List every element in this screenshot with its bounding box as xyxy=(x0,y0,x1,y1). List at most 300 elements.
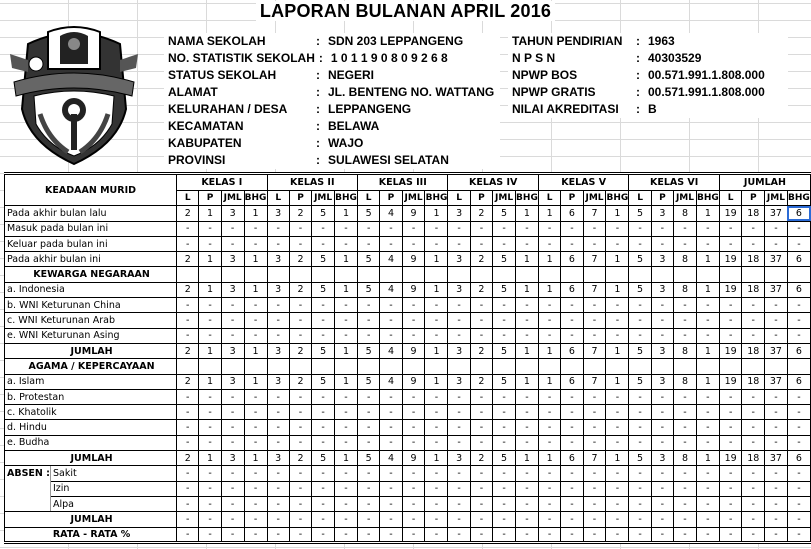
cell[interactable]: 8 xyxy=(674,206,697,221)
cell[interactable]: - xyxy=(358,389,380,404)
cell[interactable]: - xyxy=(289,527,311,542)
cell[interactable]: - xyxy=(583,496,606,511)
cell[interactable]: - xyxy=(493,298,516,313)
cell[interactable]: - xyxy=(221,435,244,450)
cell[interactable]: - xyxy=(493,466,516,481)
cell[interactable]: - xyxy=(402,313,425,328)
cell[interactable]: 2 xyxy=(470,343,492,358)
cell[interactable]: - xyxy=(470,389,492,404)
cell[interactable]: - xyxy=(312,527,335,542)
cell[interactable] xyxy=(606,359,629,374)
cell[interactable]: - xyxy=(561,496,583,511)
cell[interactable]: 1 xyxy=(425,343,448,358)
cell[interactable]: 1 xyxy=(538,282,560,297)
cell[interactable]: 5 xyxy=(493,374,516,389)
cell[interactable]: - xyxy=(380,496,402,511)
cell[interactable]: - xyxy=(312,236,335,251)
cell[interactable]: - xyxy=(787,527,810,542)
cell[interactable]: - xyxy=(358,313,380,328)
cell[interactable]: 2 xyxy=(177,282,199,297)
cell[interactable] xyxy=(402,359,425,374)
cell[interactable]: 6 xyxy=(787,343,810,358)
cell[interactable]: 6 xyxy=(561,206,583,221)
cell[interactable] xyxy=(358,359,380,374)
cell[interactable]: 19 xyxy=(719,282,742,297)
cell[interactable]: - xyxy=(787,389,810,404)
cell[interactable]: 6 xyxy=(561,343,583,358)
cell[interactable]: - xyxy=(312,496,335,511)
cell[interactable]: 1 xyxy=(199,451,221,466)
cell[interactable] xyxy=(177,267,199,282)
cell[interactable]: - xyxy=(199,298,221,313)
cell[interactable] xyxy=(335,267,358,282)
cell[interactable]: - xyxy=(696,221,719,236)
cell[interactable]: - xyxy=(380,221,402,236)
cell[interactable]: 1 xyxy=(606,206,629,221)
cell[interactable]: - xyxy=(765,435,788,450)
cell[interactable]: - xyxy=(787,420,810,435)
cell[interactable]: - xyxy=(402,298,425,313)
cell[interactable]: - xyxy=(583,512,606,527)
cell[interactable]: 1 xyxy=(335,451,358,466)
cell[interactable]: - xyxy=(674,389,697,404)
cell[interactable]: - xyxy=(425,236,448,251)
cell[interactable]: - xyxy=(583,313,606,328)
cell[interactable]: - xyxy=(199,221,221,236)
cell[interactable]: 3 xyxy=(651,252,673,267)
cell[interactable]: 18 xyxy=(742,451,765,466)
cell[interactable]: - xyxy=(583,435,606,450)
cell[interactable]: 5 xyxy=(358,252,380,267)
cell[interactable]: - xyxy=(335,466,358,481)
cell[interactable]: - xyxy=(221,420,244,435)
cell[interactable] xyxy=(719,359,742,374)
cell[interactable]: - xyxy=(244,328,267,343)
cell[interactable]: - xyxy=(674,313,697,328)
cell[interactable]: - xyxy=(244,236,267,251)
cell[interactable]: - xyxy=(583,298,606,313)
cell[interactable]: - xyxy=(787,435,810,450)
cell[interactable]: - xyxy=(221,481,244,496)
cell[interactable]: - xyxy=(244,466,267,481)
cell[interactable]: - xyxy=(312,328,335,343)
cell[interactable]: - xyxy=(606,389,629,404)
cell[interactable]: - xyxy=(719,435,742,450)
cell[interactable]: - xyxy=(402,389,425,404)
cell[interactable]: - xyxy=(787,481,810,496)
cell[interactable]: - xyxy=(470,405,492,420)
cell[interactable]: 3 xyxy=(448,282,470,297)
cell[interactable]: - xyxy=(289,420,311,435)
cell[interactable]: 3 xyxy=(651,206,673,221)
cell[interactable]: 3 xyxy=(448,374,470,389)
cell[interactable]: - xyxy=(244,420,267,435)
cell[interactable]: 7 xyxy=(583,451,606,466)
cell[interactable]: - xyxy=(221,298,244,313)
cell[interactable]: - xyxy=(515,221,538,236)
cell[interactable]: - xyxy=(493,328,516,343)
cell[interactable]: - xyxy=(493,420,516,435)
cell[interactable]: - xyxy=(267,328,289,343)
cell[interactable]: - xyxy=(651,221,673,236)
cell[interactable]: - xyxy=(448,298,470,313)
cell[interactable]: 3 xyxy=(651,451,673,466)
cell[interactable]: - xyxy=(696,496,719,511)
cell[interactable]: 1 xyxy=(199,252,221,267)
cell[interactable]: - xyxy=(425,328,448,343)
cell[interactable] xyxy=(289,267,311,282)
cell[interactable]: - xyxy=(470,481,492,496)
cell[interactable]: - xyxy=(493,405,516,420)
cell[interactable]: - xyxy=(538,481,560,496)
cell[interactable]: - xyxy=(651,298,673,313)
cell[interactable]: 37 xyxy=(765,374,788,389)
cell[interactable]: - xyxy=(606,298,629,313)
cell[interactable]: - xyxy=(267,496,289,511)
cell[interactable]: - xyxy=(358,481,380,496)
cell[interactable]: 1 xyxy=(515,343,538,358)
cell[interactable]: - xyxy=(267,405,289,420)
cell[interactable]: - xyxy=(606,405,629,420)
cell[interactable]: 18 xyxy=(742,206,765,221)
cell[interactable]: - xyxy=(177,405,199,420)
cell[interactable]: 1 xyxy=(696,451,719,466)
cell[interactable]: - xyxy=(742,481,765,496)
cell[interactable] xyxy=(765,359,788,374)
cell[interactable]: - xyxy=(674,298,697,313)
cell[interactable]: - xyxy=(425,313,448,328)
cell[interactable]: - xyxy=(358,512,380,527)
cell[interactable]: - xyxy=(312,313,335,328)
cell[interactable]: - xyxy=(448,481,470,496)
cell[interactable]: - xyxy=(358,405,380,420)
cell[interactable]: - xyxy=(221,236,244,251)
cell[interactable]: 5 xyxy=(312,374,335,389)
cell[interactable]: - xyxy=(538,298,560,313)
cell[interactable]: - xyxy=(335,405,358,420)
cell[interactable]: 5 xyxy=(493,206,516,221)
cell[interactable]: - xyxy=(787,221,810,236)
cell[interactable]: - xyxy=(515,236,538,251)
cell[interactable]: - xyxy=(742,496,765,511)
cell[interactable]: 6 xyxy=(787,206,810,221)
cell[interactable]: - xyxy=(515,466,538,481)
cell[interactable]: - xyxy=(765,496,788,511)
cell[interactable]: - xyxy=(674,328,697,343)
cell[interactable] xyxy=(177,359,199,374)
cell[interactable]: - xyxy=(358,328,380,343)
cell[interactable]: - xyxy=(538,466,560,481)
cell[interactable] xyxy=(696,267,719,282)
cell[interactable]: 3 xyxy=(221,252,244,267)
cell[interactable]: - xyxy=(470,236,492,251)
cell[interactable]: - xyxy=(719,527,742,542)
cell[interactable]: - xyxy=(380,328,402,343)
cell[interactable]: - xyxy=(221,313,244,328)
cell[interactable]: - xyxy=(199,389,221,404)
cell[interactable] xyxy=(289,359,311,374)
cell[interactable]: - xyxy=(312,389,335,404)
cell[interactable]: - xyxy=(244,313,267,328)
cell[interactable]: - xyxy=(651,405,673,420)
cell[interactable]: - xyxy=(177,328,199,343)
cell[interactable]: - xyxy=(515,527,538,542)
cell[interactable]: - xyxy=(696,236,719,251)
cell[interactable]: - xyxy=(244,389,267,404)
cell[interactable]: 2 xyxy=(177,374,199,389)
cell[interactable]: - xyxy=(719,389,742,404)
cell[interactable] xyxy=(515,359,538,374)
cell[interactable]: 2 xyxy=(289,343,311,358)
cell[interactable]: - xyxy=(765,420,788,435)
cell[interactable]: - xyxy=(312,420,335,435)
cell[interactable]: 1 xyxy=(335,374,358,389)
cell[interactable]: 4 xyxy=(380,252,402,267)
cell[interactable]: - xyxy=(561,527,583,542)
cell[interactable]: 5 xyxy=(358,206,380,221)
cell[interactable]: - xyxy=(199,313,221,328)
cell[interactable]: 6 xyxy=(787,282,810,297)
cell[interactable]: 9 xyxy=(402,343,425,358)
cell[interactable]: - xyxy=(335,496,358,511)
cell[interactable] xyxy=(583,267,606,282)
cell[interactable]: - xyxy=(244,435,267,450)
cell[interactable]: - xyxy=(425,496,448,511)
cell[interactable] xyxy=(335,359,358,374)
cell[interactable]: - xyxy=(244,527,267,542)
cell[interactable]: - xyxy=(425,298,448,313)
cell[interactable]: 3 xyxy=(267,206,289,221)
cell[interactable]: - xyxy=(199,420,221,435)
cell[interactable]: - xyxy=(719,221,742,236)
cell[interactable] xyxy=(561,359,583,374)
cell[interactable]: - xyxy=(221,466,244,481)
cell[interactable]: - xyxy=(561,389,583,404)
cell[interactable]: 1 xyxy=(696,206,719,221)
cell[interactable]: - xyxy=(742,527,765,542)
cell[interactable]: 1 xyxy=(515,451,538,466)
cell[interactable]: - xyxy=(515,435,538,450)
cell[interactable]: - xyxy=(335,221,358,236)
cell[interactable]: 6 xyxy=(561,451,583,466)
cell[interactable]: - xyxy=(312,221,335,236)
cell[interactable]: 7 xyxy=(583,206,606,221)
cell[interactable]: - xyxy=(177,466,199,481)
cell[interactable]: - xyxy=(267,512,289,527)
cell[interactable]: - xyxy=(742,298,765,313)
cell[interactable]: - xyxy=(380,527,402,542)
cell[interactable]: - xyxy=(538,405,560,420)
cell[interactable]: - xyxy=(402,512,425,527)
cell[interactable]: 3 xyxy=(651,343,673,358)
cell[interactable]: - xyxy=(719,313,742,328)
cell[interactable]: 1 xyxy=(199,374,221,389)
cell[interactable]: 37 xyxy=(765,252,788,267)
cell[interactable]: - xyxy=(380,313,402,328)
cell[interactable]: - xyxy=(765,313,788,328)
cell[interactable]: - xyxy=(448,466,470,481)
cell[interactable]: 1 xyxy=(244,374,267,389)
cell[interactable] xyxy=(696,359,719,374)
cell[interactable] xyxy=(493,359,516,374)
cell[interactable]: 1 xyxy=(538,206,560,221)
cell[interactable]: - xyxy=(629,496,651,511)
cell[interactable]: - xyxy=(674,435,697,450)
cell[interactable]: - xyxy=(267,221,289,236)
cell[interactable]: - xyxy=(674,481,697,496)
cell[interactable]: - xyxy=(470,496,492,511)
cell[interactable]: - xyxy=(674,221,697,236)
cell[interactable]: - xyxy=(696,328,719,343)
cell[interactable]: - xyxy=(380,389,402,404)
cell[interactable]: 2 xyxy=(177,451,199,466)
cell[interactable]: - xyxy=(470,328,492,343)
cell[interactable]: - xyxy=(177,221,199,236)
cell[interactable] xyxy=(493,267,516,282)
cell[interactable]: - xyxy=(606,527,629,542)
cell[interactable]: - xyxy=(470,512,492,527)
cell[interactable]: - xyxy=(696,527,719,542)
cell[interactable]: 3 xyxy=(221,282,244,297)
cell[interactable]: 2 xyxy=(289,252,311,267)
cell[interactable]: - xyxy=(629,435,651,450)
cell[interactable]: - xyxy=(267,527,289,542)
cell[interactable]: - xyxy=(606,221,629,236)
cell[interactable]: 1 xyxy=(606,282,629,297)
cell[interactable]: 7 xyxy=(583,374,606,389)
cell[interactable]: 7 xyxy=(583,282,606,297)
cell[interactable]: - xyxy=(515,328,538,343)
cell[interactable]: - xyxy=(696,389,719,404)
cell[interactable]: - xyxy=(448,435,470,450)
cell[interactable]: - xyxy=(787,466,810,481)
cell[interactable]: - xyxy=(583,405,606,420)
cell[interactable]: - xyxy=(606,236,629,251)
cell[interactable]: - xyxy=(358,298,380,313)
cell[interactable] xyxy=(448,359,470,374)
cell[interactable]: - xyxy=(199,405,221,420)
cell[interactable]: - xyxy=(448,512,470,527)
cell[interactable]: 1 xyxy=(244,282,267,297)
cell[interactable]: - xyxy=(629,298,651,313)
cell[interactable]: 1 xyxy=(335,282,358,297)
cell[interactable]: 1 xyxy=(696,282,719,297)
cell[interactable]: - xyxy=(651,328,673,343)
cell[interactable]: - xyxy=(651,527,673,542)
cell[interactable] xyxy=(629,267,651,282)
cell[interactable]: 1 xyxy=(515,206,538,221)
cell[interactable]: 1 xyxy=(696,374,719,389)
cell[interactable]: - xyxy=(696,298,719,313)
cell[interactable] xyxy=(380,359,402,374)
cell[interactable]: 37 xyxy=(765,343,788,358)
cell[interactable]: - xyxy=(538,527,560,542)
cell[interactable]: - xyxy=(335,236,358,251)
cell[interactable] xyxy=(561,267,583,282)
cell[interactable]: 5 xyxy=(493,252,516,267)
cell[interactable]: 8 xyxy=(674,252,697,267)
cell[interactable]: - xyxy=(719,496,742,511)
cell[interactable]: - xyxy=(787,313,810,328)
cell[interactable]: 19 xyxy=(719,343,742,358)
cell[interactable]: 5 xyxy=(312,343,335,358)
cell[interactable]: - xyxy=(267,298,289,313)
cell[interactable]: - xyxy=(312,435,335,450)
cell[interactable]: - xyxy=(335,527,358,542)
cell[interactable]: - xyxy=(583,221,606,236)
cell[interactable]: - xyxy=(629,389,651,404)
cell[interactable]: 6 xyxy=(561,252,583,267)
cell[interactable]: 37 xyxy=(765,451,788,466)
cell[interactable]: - xyxy=(651,389,673,404)
cell[interactable]: 5 xyxy=(312,282,335,297)
cell[interactable]: - xyxy=(177,236,199,251)
cell[interactable]: - xyxy=(177,527,199,542)
cell[interactable]: 5 xyxy=(629,343,651,358)
cell[interactable]: - xyxy=(221,389,244,404)
cell[interactable]: - xyxy=(742,420,765,435)
cell[interactable]: - xyxy=(696,405,719,420)
cell[interactable]: - xyxy=(199,328,221,343)
cell[interactable]: - xyxy=(561,236,583,251)
cell[interactable]: 5 xyxy=(358,343,380,358)
cell[interactable]: 3 xyxy=(267,282,289,297)
cell[interactable]: - xyxy=(742,389,765,404)
cell[interactable]: 4 xyxy=(380,343,402,358)
cell[interactable]: 8 xyxy=(674,451,697,466)
cell[interactable]: - xyxy=(538,512,560,527)
cell[interactable]: - xyxy=(538,420,560,435)
cell[interactable]: - xyxy=(358,221,380,236)
cell[interactable]: 1 xyxy=(696,252,719,267)
cell[interactable]: - xyxy=(221,496,244,511)
cell[interactable]: 2 xyxy=(470,252,492,267)
cell[interactable]: 1 xyxy=(606,343,629,358)
cell[interactable]: - xyxy=(267,313,289,328)
cell[interactable]: - xyxy=(651,466,673,481)
cell[interactable]: 1 xyxy=(538,343,560,358)
cell[interactable]: - xyxy=(538,313,560,328)
cell[interactable]: - xyxy=(583,466,606,481)
cell[interactable]: 4 xyxy=(380,282,402,297)
cell[interactable]: 3 xyxy=(448,451,470,466)
cell[interactable]: - xyxy=(765,481,788,496)
cell[interactable]: - xyxy=(606,496,629,511)
cell[interactable]: 2 xyxy=(289,282,311,297)
cell[interactable]: - xyxy=(312,298,335,313)
cell[interactable]: 2 xyxy=(470,374,492,389)
cell[interactable]: 5 xyxy=(358,282,380,297)
cell[interactable]: - xyxy=(244,405,267,420)
cell[interactable]: - xyxy=(651,435,673,450)
cell[interactable]: - xyxy=(425,221,448,236)
cell[interactable]: - xyxy=(358,435,380,450)
cell[interactable] xyxy=(719,267,742,282)
cell[interactable]: 6 xyxy=(787,252,810,267)
cell[interactable]: - xyxy=(787,405,810,420)
cell[interactable]: - xyxy=(493,236,516,251)
cell[interactable]: - xyxy=(742,405,765,420)
cell[interactable]: 1 xyxy=(244,343,267,358)
cell[interactable]: 1 xyxy=(515,374,538,389)
cell[interactable]: 5 xyxy=(358,374,380,389)
cell[interactable]: - xyxy=(425,405,448,420)
cell[interactable]: - xyxy=(448,389,470,404)
cell[interactable]: - xyxy=(583,236,606,251)
cell[interactable]: - xyxy=(312,512,335,527)
cell[interactable]: 3 xyxy=(267,252,289,267)
cell[interactable] xyxy=(199,267,221,282)
